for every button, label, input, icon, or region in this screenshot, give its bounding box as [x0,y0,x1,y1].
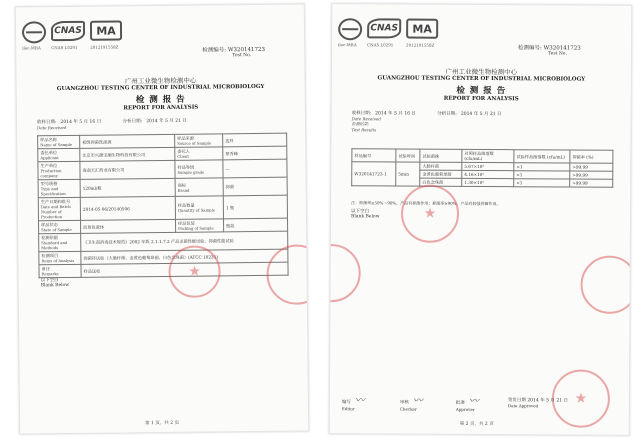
center-name-en: GUANGZHOU TESTING CENTER OF INDUSTRIAL MICROBIOLOGY [377,75,586,83]
sample-info-table [37,133,288,279]
row-label-en: Production company [40,168,62,179]
cma-mark-icon: MA [90,20,122,40]
row-label-en: Quantity of Sample [177,207,216,213]
report-number-label: 检测编号: [518,45,542,52]
row-label: 生产日期和批号 [40,198,71,205]
table-row [39,262,288,278]
signature-date [508,397,568,408]
strain-cell: 金黄色葡萄球菌 [420,170,462,178]
report-number-value: W320141723 [227,46,266,54]
row-label: 检测项目 [41,253,59,259]
report-title-cn: 检 测 报 告 [456,85,507,97]
sample-cell: <1 [514,163,570,171]
results-table [351,148,613,188]
received-label: 收样日期: [36,120,57,126]
test-time: 5min [396,162,420,186]
row-label-en: Sample grade [177,169,205,175]
row-value: 抑菌 [223,177,287,196]
center-name-cn: 广州工业微生物检测中心 [124,76,197,86]
row-value: 2014-05-06/20140506 [80,196,175,220]
seal-star-icon: ★ [188,263,201,280]
cnas-caption: CNAS L0291 [367,42,394,48]
row-value: 初级抑菌洗涤液 [80,134,175,148]
row-label: 委托单位 [40,150,58,156]
seal-star-icon: ★ [423,205,437,222]
row-value: 抑菌环试验（大肠杆菌、金黄色葡萄球菌、白色念珠菌）(ATCC 10231) [81,249,288,264]
approved-date-en: Date Approved [507,403,539,409]
row-value: 1 瓶 [223,195,287,219]
center-name-en: GUANGZHOU TESTING CENTER OF INDUSTRIAL MICROBIOLOGY [56,83,265,93]
row-label-en: Source of Sample [177,140,212,146]
accreditation-logos [338,18,438,49]
control-cell: 4.16×10⁵ [462,170,514,178]
strain-cell: 白色念珠菌 [420,178,462,186]
row-label: 样品等级 [177,164,195,170]
row-label: 样品数量 [177,202,195,208]
cma-caption: 2012191558Z [90,44,119,50]
page-number: 第 2 页，共 2 页 [459,421,494,428]
editor-label: 编写 [341,400,351,406]
row-value: 120ml/瓶 [80,178,175,197]
row-label-en: Packing of Sample [178,225,214,231]
row-label: 样品包装 [178,220,195,226]
ilac-caption: ilac-MRA [338,42,357,48]
checker-label: 审核 [399,400,409,406]
col-header: 样品编号 [352,149,396,162]
results-en: Test Results [351,127,377,133]
row-label: 备注 [41,266,50,272]
sample-number: W320141723-1 [352,162,396,186]
row-label-en: Applicant [40,155,59,161]
row-value: 瓶装 [224,218,288,232]
row-label: 委托人 [177,148,190,154]
received-date: 2014 年 5 月 16 日 [375,111,416,117]
ilac-caption: ilac-MRA [22,45,41,51]
row-label-en: Type and Specification [40,186,66,197]
analyzed-label: 分析日期: [437,111,457,117]
dates-line [352,110,522,133]
control-cell: 1.30×10⁵ [462,178,514,186]
table-row [38,195,287,221]
row-label-en: Date and Batch Number of Production [40,203,71,220]
approved-date: 签发日期 2014 年 5 月 21 日 [507,398,569,404]
received-en: Date Received [37,124,67,131]
approver-signature-icon: 〰 [468,395,479,407]
accreditation-logos [22,20,122,51]
center-name-cn: 广州工业微生物检测中心 [445,67,518,77]
row-label: 型号规格 [40,181,58,187]
cma-logo [90,20,122,50]
control-cell: 5.67×10⁵ [462,162,514,170]
cnas-caption: CNAS L0291 [51,44,78,51]
row-label-en: Items of Analysis [41,257,75,264]
col-header: 抑菌率 (%) [570,150,613,163]
signature-checker [400,392,427,412]
col-header: 对照样品菌落数 (cfu/mL) [462,149,514,162]
row-label-en: State of Sample [41,226,72,233]
checker-label-en: Checker [399,406,417,412]
col-header: 试验时间 [396,149,420,162]
signature-editor [342,391,369,411]
approver-label: 批准 [455,400,465,406]
report-number-label: 检测编号: [202,47,227,54]
ilac-logo [22,21,46,51]
results-label: 检测结果: [351,121,369,127]
cnas-mark-icon: CNAS [367,18,401,38]
ilac-logo [338,18,362,48]
editor-label-en: Editor [341,406,355,412]
blank-below: 以下空白 Blank Below [40,278,70,289]
row-label: 样品状态 [41,222,58,228]
checker-signature-icon: 〰 [412,395,423,407]
report-title-cn: 检 测 报 告 [135,94,186,106]
rate-cell: >99.99 [570,179,613,187]
globe-icon [338,18,362,40]
row-label-en: Standard and Methods [41,239,68,251]
received-label: 收样日期: [351,111,372,117]
cnas-logo [367,18,401,48]
cma-mark-icon: MA [406,19,438,39]
row-label: 样品名称 [40,137,57,143]
cnas-mark-icon: CNAS [51,21,85,41]
row-value: 淡黄色液体 [81,219,176,233]
report-number-en: Test No. [232,53,252,59]
row-label: 商标 [177,182,187,188]
row-value: 样品送检 [81,262,288,277]
report-number [202,45,265,59]
report-number-en: Test No. [547,51,567,57]
report-title-en: REPORT FOR ANALYSIS [123,104,199,112]
row-label-en: Brand [177,187,190,193]
dates-line [37,118,207,131]
row-label-en: Name of Sample [40,141,73,148]
row-label-en: Remarks [41,271,59,277]
row-label-en: Client [177,153,189,159]
rate-cell: >99.99 [570,171,613,179]
row-value: 送样 [223,133,287,147]
report-page-2 [329,3,633,436]
report-number-value: W320141723 [543,45,581,52]
cma-logo [406,19,438,48]
row-label: 检测依据 [41,235,58,241]
edge-seal-right [580,256,632,314]
row-value: — [223,159,287,178]
sample-cell: <1 [514,171,570,179]
editor-signature-icon: 〰 [354,395,365,407]
page-number: 第 1 页，共 2 页 [145,420,180,427]
blank-below: 以下空白 Blank Below [350,209,380,220]
received-date: 2014 年 5 月 16 日 [60,119,102,126]
report-page-1 [15,3,309,434]
cma-caption: 2012191558Z [406,42,435,48]
rate-cell: >99.99 [570,163,613,171]
row-value: 蔡秀峰 [223,146,287,160]
analyzed-label: 分析日期: [122,119,143,125]
edge-seal [329,244,361,302]
approver-label-en: Approver [455,406,475,412]
report-title-en: REPORT FOR ANALYSIS [443,95,519,103]
row-value: 北京市兴源宝顺生物科技有限公司 [80,147,175,161]
official-seal [401,185,459,243]
col-header: 试验样品菌落数 (cfu/mL) [514,150,570,163]
analyzed-date: 2014 年 5 月 21 日 [460,111,502,118]
analyzed-date: 2014 年 5 月 21 日 [146,118,187,125]
received-en: Date Received [351,116,381,122]
strain-cell: 大肠杆菌 [420,162,462,170]
seal-star-icon: ★ [574,390,588,407]
results-note: 注：抑菌率≥50%～90%，产品有抑菌作用；抑菌率≥90%，产品有较强抑菌作用。 [351,200,501,207]
report-number [518,43,581,56]
official-seal [168,245,221,298]
cnas-logo [51,21,85,51]
row-label: 样品来源 [177,135,194,141]
row-value: 海南天汇药业有限公司 [80,160,175,179]
col-header: 试验菌株 [420,149,462,162]
sample-cell: <1 [514,179,570,187]
globe-icon [22,21,46,43]
signature-approver [456,392,483,412]
row-label: 生产单位 [40,163,58,169]
row-value: 《卫生部消毒技术规范》2002 年版 2.1.1.7.2 产品杀菌性能试验、抑菌性能试验 [81,231,288,251]
